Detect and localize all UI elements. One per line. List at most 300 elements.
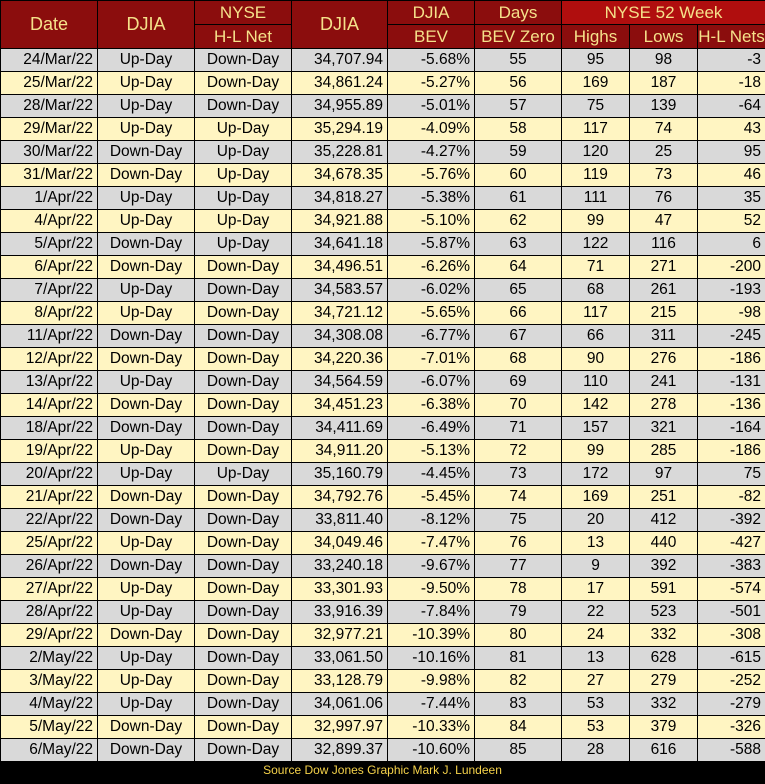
cell-hl-net: -136	[698, 394, 765, 417]
cell-nyse-direction: Down-Day	[195, 555, 292, 578]
cell-nyse-direction: Up-Day	[195, 210, 292, 233]
cell-nyse-direction: Down-Day	[195, 302, 292, 325]
cell-lows: 278	[630, 394, 698, 417]
cell-date: 6/Apr/22	[1, 256, 98, 279]
cell-djia-close: 33,916.39	[292, 601, 388, 624]
cell-nyse-direction: Down-Day	[195, 716, 292, 739]
cell-djia-bev: -6.26%	[388, 256, 475, 279]
cell-nyse-direction: Down-Day	[195, 371, 292, 394]
cell-date: 31/Mar/22	[1, 164, 98, 187]
cell-date: 28/Apr/22	[1, 601, 98, 624]
cell-nyse-direction: Up-Day	[195, 463, 292, 486]
cell-date: 27/Apr/22	[1, 578, 98, 601]
header-djia: DJIA	[98, 1, 195, 49]
cell-date: 8/Apr/22	[1, 302, 98, 325]
cell-djia-direction: Down-Day	[98, 486, 195, 509]
cell-days-bev-zero: 81	[475, 647, 562, 670]
cell-lows: 73	[630, 164, 698, 187]
cell-djia-direction: Up-Day	[98, 693, 195, 716]
cell-nyse-direction: Up-Day	[195, 164, 292, 187]
cell-days-bev-zero: 83	[475, 693, 562, 716]
cell-hl-net: -18	[698, 72, 765, 95]
cell-highs: 28	[562, 739, 630, 762]
cell-hl-net: -326	[698, 716, 765, 739]
cell-djia-close: 34,220.36	[292, 348, 388, 371]
cell-highs: 142	[562, 394, 630, 417]
cell-djia-bev: -10.16%	[388, 647, 475, 670]
cell-djia-bev: -9.98%	[388, 670, 475, 693]
cell-date: 26/Apr/22	[1, 555, 98, 578]
cell-lows: 47	[630, 210, 698, 233]
cell-djia-bev: -9.67%	[388, 555, 475, 578]
cell-djia-direction: Up-Day	[98, 279, 195, 302]
cell-days-bev-zero: 65	[475, 279, 562, 302]
cell-date: 1/Apr/22	[1, 187, 98, 210]
cell-hl-net: -3	[698, 49, 765, 72]
cell-nyse-direction: Up-Day	[195, 118, 292, 141]
cell-lows: 276	[630, 348, 698, 371]
cell-djia-bev: -4.09%	[388, 118, 475, 141]
table-row	[1, 118, 765, 141]
table-row	[1, 95, 765, 118]
cell-djia-direction: Down-Day	[98, 624, 195, 647]
cell-days-bev-zero: 84	[475, 716, 562, 739]
cell-djia-close: 35,294.19	[292, 118, 388, 141]
cell-hl-net: 43	[698, 118, 765, 141]
cell-djia-close: 33,128.79	[292, 670, 388, 693]
cell-hl-net: -131	[698, 371, 765, 394]
cell-lows: 311	[630, 325, 698, 348]
cell-highs: 53	[562, 716, 630, 739]
cell-nyse-direction: Down-Day	[195, 256, 292, 279]
table-row	[1, 647, 765, 670]
cell-djia-direction: Down-Day	[98, 164, 195, 187]
cell-lows: 412	[630, 509, 698, 532]
cell-highs: 169	[562, 72, 630, 95]
cell-djia-close: 35,228.81	[292, 141, 388, 164]
cell-hl-net: 75	[698, 463, 765, 486]
cell-lows: 379	[630, 716, 698, 739]
cell-highs: 119	[562, 164, 630, 187]
cell-days-bev-zero: 82	[475, 670, 562, 693]
table-body	[1, 49, 765, 762]
cell-days-bev-zero: 74	[475, 486, 562, 509]
cell-djia-bev: -7.47%	[388, 532, 475, 555]
cell-djia-close: 34,641.18	[292, 233, 388, 256]
cell-hl-net: -392	[698, 509, 765, 532]
cell-nyse-direction: Down-Day	[195, 578, 292, 601]
cell-days-bev-zero: 56	[475, 72, 562, 95]
cell-hl-net: -588	[698, 739, 765, 762]
cell-djia-direction: Down-Day	[98, 739, 195, 762]
cell-days-bev-zero: 58	[475, 118, 562, 141]
table-row	[1, 624, 765, 647]
cell-highs: 71	[562, 256, 630, 279]
cell-nyse-direction: Down-Day	[195, 95, 292, 118]
cell-date: 5/May/22	[1, 716, 98, 739]
cell-djia-close: 34,792.76	[292, 486, 388, 509]
cell-djia-close: 34,911.20	[292, 440, 388, 463]
table-row	[1, 279, 765, 302]
cell-hl-net: -383	[698, 555, 765, 578]
cell-date: 22/Apr/22	[1, 509, 98, 532]
table-row	[1, 440, 765, 463]
cell-djia-close: 34,861.24	[292, 72, 388, 95]
cell-djia-direction: Down-Day	[98, 394, 195, 417]
cell-days-bev-zero: 80	[475, 624, 562, 647]
source-footer: Source Dow Jones Graphic Mark J. Lundeen	[0, 762, 765, 778]
header-highs: Highs	[562, 25, 630, 49]
cell-djia-direction: Up-Day	[98, 578, 195, 601]
cell-hl-net: 52	[698, 210, 765, 233]
cell-nyse-direction: Down-Day	[195, 693, 292, 716]
cell-djia-bev: -10.39%	[388, 624, 475, 647]
cell-djia-close: 34,564.59	[292, 371, 388, 394]
cell-nyse-direction: Down-Day	[195, 532, 292, 555]
cell-djia-bev: -6.07%	[388, 371, 475, 394]
cell-highs: 111	[562, 187, 630, 210]
cell-days-bev-zero: 59	[475, 141, 562, 164]
cell-djia-close: 34,583.57	[292, 279, 388, 302]
cell-lows: 628	[630, 647, 698, 670]
table-row	[1, 601, 765, 624]
cell-lows: 279	[630, 670, 698, 693]
cell-lows: 271	[630, 256, 698, 279]
table-row	[1, 233, 765, 256]
cell-highs: 122	[562, 233, 630, 256]
cell-djia-close: 34,451.23	[292, 394, 388, 417]
cell-hl-net: -279	[698, 693, 765, 716]
cell-days-bev-zero: 55	[475, 49, 562, 72]
cell-days-bev-zero: 66	[475, 302, 562, 325]
cell-djia-close: 34,721.12	[292, 302, 388, 325]
cell-djia-bev: -7.01%	[388, 348, 475, 371]
cell-hl-net: -252	[698, 670, 765, 693]
cell-djia-bev: -10.60%	[388, 739, 475, 762]
cell-djia-close: 34,921.88	[292, 210, 388, 233]
cell-highs: 53	[562, 693, 630, 716]
cell-hl-net: 6	[698, 233, 765, 256]
cell-lows: 139	[630, 95, 698, 118]
header-lows: Lows	[630, 25, 698, 49]
cell-nyse-direction: Down-Day	[195, 624, 292, 647]
cell-highs: 24	[562, 624, 630, 647]
cell-highs: 17	[562, 578, 630, 601]
cell-djia-direction: Up-Day	[98, 49, 195, 72]
cell-djia-bev: -6.77%	[388, 325, 475, 348]
cell-lows: 25	[630, 141, 698, 164]
cell-lows: 332	[630, 693, 698, 716]
cell-hl-net: -308	[698, 624, 765, 647]
cell-djia-bev: -7.44%	[388, 693, 475, 716]
cell-hl-net: -193	[698, 279, 765, 302]
cell-highs: 20	[562, 509, 630, 532]
cell-days-bev-zero: 77	[475, 555, 562, 578]
cell-nyse-direction: Down-Day	[195, 325, 292, 348]
cell-lows: 591	[630, 578, 698, 601]
cell-highs: 169	[562, 486, 630, 509]
cell-date: 21/Apr/22	[1, 486, 98, 509]
cell-djia-bev: -6.02%	[388, 279, 475, 302]
cell-lows: 97	[630, 463, 698, 486]
cell-hl-net: -427	[698, 532, 765, 555]
cell-djia-bev: -5.65%	[388, 302, 475, 325]
cell-djia-bev: -9.50%	[388, 578, 475, 601]
cell-djia-direction: Up-Day	[98, 601, 195, 624]
cell-djia-bev: -5.10%	[388, 210, 475, 233]
header-nyse-top: NYSE	[195, 1, 292, 25]
cell-date: 7/Apr/22	[1, 279, 98, 302]
cell-djia-bev: -5.45%	[388, 486, 475, 509]
cell-highs: 66	[562, 325, 630, 348]
cell-djia-close: 33,301.93	[292, 578, 388, 601]
table-row	[1, 693, 765, 716]
cell-lows: 321	[630, 417, 698, 440]
cell-djia-bev: -5.27%	[388, 72, 475, 95]
header-bev-bottom: BEV	[388, 25, 475, 49]
header-nyse-52-week: NYSE 52 Week	[562, 1, 765, 25]
table-row	[1, 486, 765, 509]
cell-djia-direction: Up-Day	[98, 210, 195, 233]
cell-djia-close: 34,818.27	[292, 187, 388, 210]
table-row	[1, 141, 765, 164]
table-row	[1, 72, 765, 95]
table-row	[1, 371, 765, 394]
cell-days-bev-zero: 70	[475, 394, 562, 417]
cell-nyse-direction: Down-Day	[195, 670, 292, 693]
cell-djia-bev: -5.38%	[388, 187, 475, 210]
cell-hl-net: -98	[698, 302, 765, 325]
cell-highs: 9	[562, 555, 630, 578]
table-row	[1, 325, 765, 348]
cell-djia-direction: Down-Day	[98, 716, 195, 739]
cell-date: 29/Mar/22	[1, 118, 98, 141]
cell-days-bev-zero: 67	[475, 325, 562, 348]
cell-lows: 261	[630, 279, 698, 302]
cell-days-bev-zero: 57	[475, 95, 562, 118]
cell-lows: 616	[630, 739, 698, 762]
cell-nyse-direction: Down-Day	[195, 601, 292, 624]
cell-days-bev-zero: 76	[475, 532, 562, 555]
cell-highs: 90	[562, 348, 630, 371]
cell-days-bev-zero: 79	[475, 601, 562, 624]
cell-nyse-direction: Down-Day	[195, 72, 292, 95]
cell-djia-close: 33,240.18	[292, 555, 388, 578]
header-bev-top: DJIA	[388, 1, 475, 25]
cell-date: 14/Apr/22	[1, 394, 98, 417]
cell-date: 19/Apr/22	[1, 440, 98, 463]
cell-nyse-direction: Down-Day	[195, 394, 292, 417]
cell-lows: 98	[630, 49, 698, 72]
cell-hl-net: -186	[698, 440, 765, 463]
cell-hl-net: -64	[698, 95, 765, 118]
cell-djia-bev: -5.76%	[388, 164, 475, 187]
table-row	[1, 164, 765, 187]
cell-days-bev-zero: 78	[475, 578, 562, 601]
cell-highs: 99	[562, 210, 630, 233]
cell-lows: 523	[630, 601, 698, 624]
cell-djia-direction: Up-Day	[98, 532, 195, 555]
cell-djia-direction: Down-Day	[98, 348, 195, 371]
table-row	[1, 578, 765, 601]
cell-djia-close: 34,061.06	[292, 693, 388, 716]
header-date: Date	[1, 1, 98, 49]
cell-hl-net: -82	[698, 486, 765, 509]
cell-date: 3/May/22	[1, 670, 98, 693]
cell-djia-close: 34,496.51	[292, 256, 388, 279]
cell-djia-direction: Down-Day	[98, 141, 195, 164]
table-row	[1, 348, 765, 371]
cell-nyse-direction: Down-Day	[195, 348, 292, 371]
cell-lows: 440	[630, 532, 698, 555]
cell-hl-net: -615	[698, 647, 765, 670]
cell-djia-direction: Up-Day	[98, 463, 195, 486]
cell-days-bev-zero: 69	[475, 371, 562, 394]
cell-date: 4/May/22	[1, 693, 98, 716]
table-row	[1, 417, 765, 440]
cell-djia-direction: Down-Day	[98, 509, 195, 532]
cell-days-bev-zero: 75	[475, 509, 562, 532]
cell-djia-close: 32,997.97	[292, 716, 388, 739]
cell-nyse-direction: Down-Day	[195, 739, 292, 762]
cell-hl-net: 95	[698, 141, 765, 164]
cell-date: 13/Apr/22	[1, 371, 98, 394]
cell-hl-net: -574	[698, 578, 765, 601]
cell-djia-direction: Up-Day	[98, 670, 195, 693]
cell-djia-direction: Down-Day	[98, 233, 195, 256]
cell-date: 24/Mar/22	[1, 49, 98, 72]
cell-date: 25/Mar/22	[1, 72, 98, 95]
cell-hl-net: -501	[698, 601, 765, 624]
cell-lows: 285	[630, 440, 698, 463]
table-row	[1, 463, 765, 486]
cell-djia-close: 32,977.21	[292, 624, 388, 647]
cell-djia-bev: -10.33%	[388, 716, 475, 739]
cell-days-bev-zero: 60	[475, 164, 562, 187]
cell-highs: 172	[562, 463, 630, 486]
cell-lows: 76	[630, 187, 698, 210]
cell-hl-net: -245	[698, 325, 765, 348]
table-row	[1, 302, 765, 325]
cell-djia-close: 33,811.40	[292, 509, 388, 532]
cell-date: 4/Apr/22	[1, 210, 98, 233]
cell-hl-net: 35	[698, 187, 765, 210]
cell-date: 12/Apr/22	[1, 348, 98, 371]
table-row	[1, 210, 765, 233]
table-row	[1, 555, 765, 578]
cell-days-bev-zero: 63	[475, 233, 562, 256]
cell-djia-bev: -7.84%	[388, 601, 475, 624]
cell-djia-direction: Up-Day	[98, 72, 195, 95]
cell-lows: 74	[630, 118, 698, 141]
cell-lows: 187	[630, 72, 698, 95]
cell-djia-direction: Up-Day	[98, 440, 195, 463]
cell-highs: 99	[562, 440, 630, 463]
cell-hl-net: -200	[698, 256, 765, 279]
cell-djia-close: 34,308.08	[292, 325, 388, 348]
table-row	[1, 670, 765, 693]
cell-djia-close: 32,899.37	[292, 739, 388, 762]
cell-lows: 241	[630, 371, 698, 394]
cell-djia-direction: Up-Day	[98, 647, 195, 670]
cell-nyse-direction: Down-Day	[195, 486, 292, 509]
cell-date: 29/Apr/22	[1, 624, 98, 647]
cell-lows: 392	[630, 555, 698, 578]
header-nyse-bottom: H-L Net	[195, 25, 292, 49]
cell-nyse-direction: Down-Day	[195, 49, 292, 72]
cell-highs: 13	[562, 647, 630, 670]
cell-days-bev-zero: 68	[475, 348, 562, 371]
cell-nyse-direction: Down-Day	[195, 440, 292, 463]
cell-djia-bev: -5.68%	[388, 49, 475, 72]
cell-date: 18/Apr/22	[1, 417, 98, 440]
cell-date: 2/May/22	[1, 647, 98, 670]
cell-days-bev-zero: 72	[475, 440, 562, 463]
cell-highs: 75	[562, 95, 630, 118]
cell-djia-bev: -6.49%	[388, 417, 475, 440]
cell-nyse-direction: Down-Day	[195, 647, 292, 670]
cell-djia-bev: -5.13%	[388, 440, 475, 463]
header-days-bottom: BEV Zero	[475, 25, 562, 49]
cell-djia-close: 34,678.35	[292, 164, 388, 187]
cell-djia-bev: -5.01%	[388, 95, 475, 118]
cell-highs: 117	[562, 302, 630, 325]
cell-djia-bev: -6.38%	[388, 394, 475, 417]
cell-highs: 120	[562, 141, 630, 164]
cell-nyse-direction: Down-Day	[195, 509, 292, 532]
cell-days-bev-zero: 62	[475, 210, 562, 233]
cell-days-bev-zero: 73	[475, 463, 562, 486]
cell-djia-direction: Up-Day	[98, 302, 195, 325]
cell-nyse-direction: Down-Day	[195, 279, 292, 302]
cell-djia-direction: Down-Day	[98, 417, 195, 440]
table-row	[1, 739, 765, 762]
table-row	[1, 509, 765, 532]
table-row	[1, 716, 765, 739]
cell-nyse-direction: Up-Day	[195, 187, 292, 210]
cell-lows: 116	[630, 233, 698, 256]
cell-date: 25/Apr/22	[1, 532, 98, 555]
cell-highs: 13	[562, 532, 630, 555]
cell-date: 5/Apr/22	[1, 233, 98, 256]
cell-djia-direction: Up-Day	[98, 95, 195, 118]
cell-highs: 117	[562, 118, 630, 141]
cell-djia-close: 34,411.69	[292, 417, 388, 440]
cell-date: 20/Apr/22	[1, 463, 98, 486]
cell-djia-direction: Up-Day	[98, 187, 195, 210]
cell-highs: 110	[562, 371, 630, 394]
table-row	[1, 394, 765, 417]
cell-lows: 215	[630, 302, 698, 325]
header-djia-close: DJIA	[292, 1, 388, 49]
header-nets: H-L Nets	[698, 25, 765, 49]
table-row	[1, 187, 765, 210]
cell-highs: 22	[562, 601, 630, 624]
cell-djia-direction: Down-Day	[98, 325, 195, 348]
cell-lows: 251	[630, 486, 698, 509]
cell-days-bev-zero: 64	[475, 256, 562, 279]
table-row	[1, 532, 765, 555]
cell-djia-bev: -4.27%	[388, 141, 475, 164]
cell-nyse-direction: Up-Day	[195, 141, 292, 164]
cell-djia-close: 34,955.89	[292, 95, 388, 118]
cell-highs: 95	[562, 49, 630, 72]
cell-djia-close: 34,049.46	[292, 532, 388, 555]
cell-date: 11/Apr/22	[1, 325, 98, 348]
header-days-top: Days	[475, 1, 562, 25]
table-row	[1, 49, 765, 72]
cell-hl-net: -164	[698, 417, 765, 440]
